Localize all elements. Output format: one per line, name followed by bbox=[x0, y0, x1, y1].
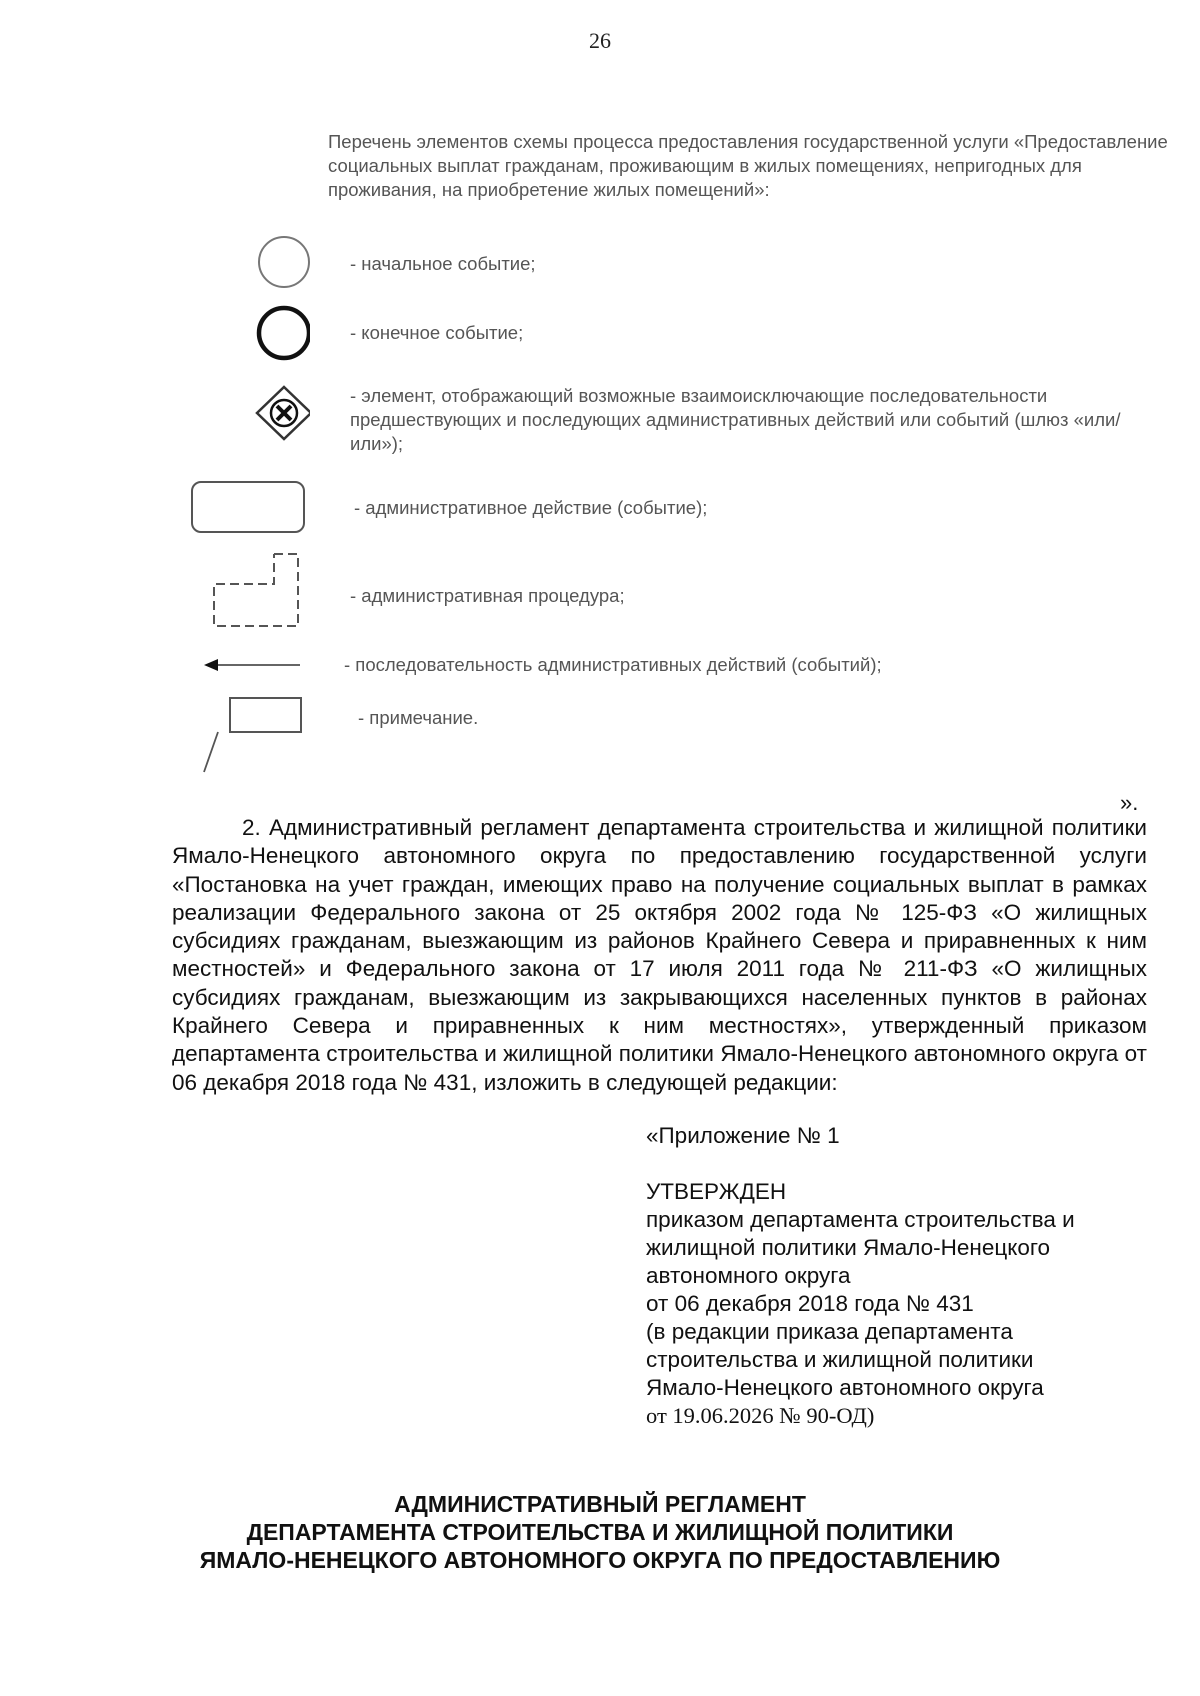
approval-line: жилищной политики Ямало-Ненецкого bbox=[646, 1235, 1051, 1260]
approval-line: приказом департамента строительства и bbox=[646, 1207, 1075, 1232]
regulation-title-line: АДМИНИСТРАТИВНЫЙ РЕГЛАМЕНТ bbox=[394, 1491, 806, 1517]
approval-line: Ямало-Ненецкого автономного округа bbox=[646, 1375, 1044, 1400]
sequence-arrow-icon bbox=[180, 650, 320, 680]
legend-item-label: - конечное событие; bbox=[350, 322, 524, 343]
closing-quote: ». bbox=[1120, 790, 1139, 815]
legend-item-label: - административное действие (событие); bbox=[354, 497, 708, 518]
approval-line: от 06 декабря 2018 года № 431 bbox=[646, 1291, 974, 1316]
approval-line: автономного округа bbox=[646, 1263, 851, 1288]
start-event-circle-icon bbox=[180, 234, 310, 294]
legend-item-label: - начальное событие; bbox=[350, 253, 536, 274]
approval-line: (в редакции приказа департамента bbox=[646, 1319, 1013, 1344]
regulation-title-line: ДЕПАРТАМЕНТА СТРОИТЕЛЬСТВА И ЖИЛИЩНОЙ ПОЛИТИКИ bbox=[246, 1519, 954, 1545]
end-event-circle-icon bbox=[180, 305, 310, 365]
amendment-date-line: от 19.06.2026 № 90-ОД) bbox=[646, 1403, 875, 1428]
appendix-approval-block bbox=[646, 1122, 1166, 1430]
legend-item-label: - примечание. bbox=[358, 707, 479, 728]
exclusive-gateway-icon bbox=[180, 384, 310, 454]
page-number: 26 bbox=[589, 28, 611, 53]
regulation-title-line: ЯМАЛО-НЕНЕЦКОГО АВТОНОМНОГО ОКРУГА ПО ПРЕДОСТАВЛЕНИЮ bbox=[199, 1547, 1001, 1573]
regulation-title bbox=[100, 1490, 1100, 1574]
legend-intro: Перечень элементов схемы процесса предоставления государственной услуги «Предоставление социальных выплат гражданам, проживающим в жилых помещениях, непригодных для проживания, на приобретение жилых помещений»: bbox=[328, 131, 1168, 200]
annotation-icon bbox=[180, 696, 320, 776]
appendix-title: «Приложение № 1 bbox=[646, 1123, 840, 1148]
legend-item-label: - элемент, отображающий возможные взаимоисключающие последовательности предшествующих и последующих административных действий или событий (шлюз «или/или»); bbox=[350, 385, 1121, 454]
main-paragraph: 2. Административный регламент департамента строительства и жилищной политики Ямало-Ненецкого автономного округа по предоставлению государственной услуги «Постановка на учет граждан, имеющих право на получение социальных выплат в рамках реализации Федерального закона от 25 октября 2002 года № 125-ФЗ «О жилищных субсидиях гражданам, выезжающим из районов Крайнего Севера и приравненных к ним местностей» и Федерального закона от 17 июля 2011 года № 211-ФЗ «О жилищных субсидиях гражданам, выезжающим из закрывающихся населенных пунктов в районах Крайнего Севера и приравненных к ним местностях», утвержденный приказом департамента строительства и жилищной политики Ямало-Ненецкого автономного округа от 06 декабря 2018 года № 431, изложить в следующей редакции: bbox=[172, 815, 1147, 1095]
legend-item-label: - последовательность административных действий (событий); bbox=[344, 654, 882, 675]
approved-label: УТВЕРЖДЕН bbox=[646, 1179, 787, 1204]
procedure-dashed-icon bbox=[180, 552, 320, 632]
legend-item-label: - административная процедура; bbox=[350, 585, 625, 606]
approval-line: строительства и жилищной политики bbox=[646, 1347, 1034, 1372]
action-rectangle-icon bbox=[180, 480, 320, 540]
